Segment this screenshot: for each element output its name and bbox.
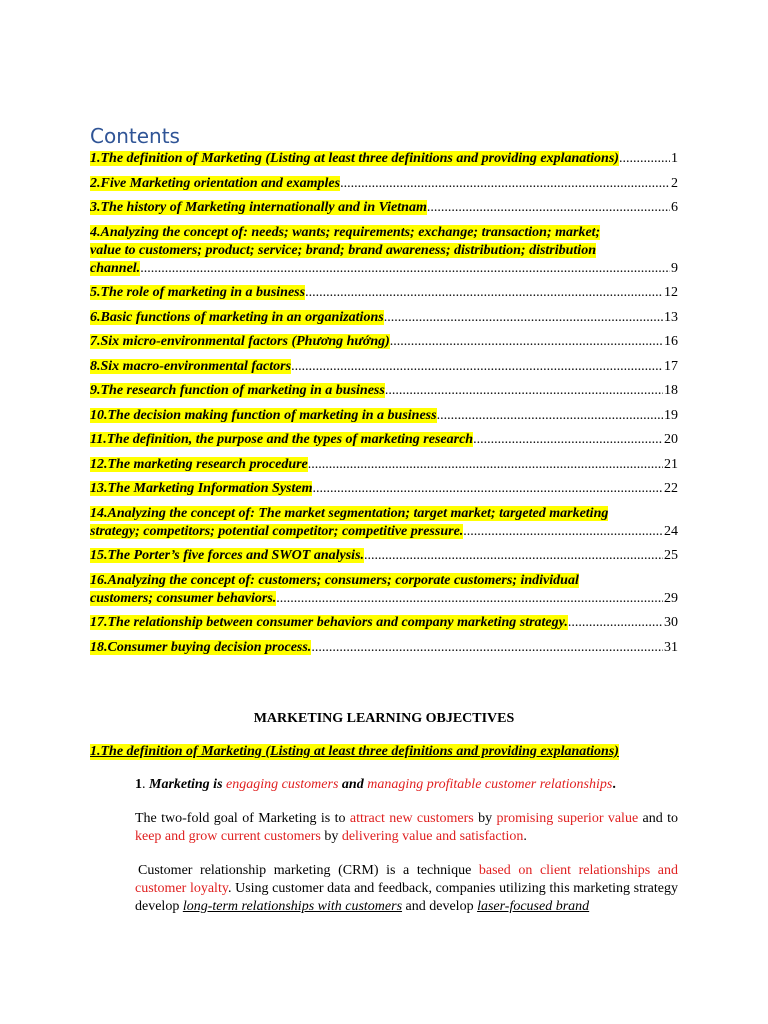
toc-entry[interactable]: 13.The Marketing Information System ..... 22 [90, 480, 678, 498]
toc-page-number: 16 [664, 334, 678, 349]
toc-entry[interactable]: 3.The history of Marketing internationally and in Vietnam ..... 6 [90, 199, 678, 217]
paragraph-goal: The two-fold goal of Marketing is to attract new customers by promising superior value and to keep and grow current customers by delivering value and satisfaction. [135, 811, 679, 844]
section-title: MARKETING LEARNING OBJECTIVES [253, 711, 515, 726]
toc-entry[interactable]: 2.Five Marketing orientation and examples ..... 2 [90, 175, 678, 193]
toc-page-number: 30 [664, 615, 678, 630]
toc-entry[interactable]: 1.The definition of Marketing (Listing at least three definitions and providing explanations) ..... 1 [90, 150, 678, 168]
toc-page-number: 24 [664, 523, 678, 539]
toc-entry[interactable]: 6.Basic functions of marketing in an organizations ..... 13 [90, 309, 678, 327]
toc-page-number: 1 [671, 151, 678, 166]
toc-page-number: 29 [664, 590, 678, 606]
toc-page-number: 22 [664, 481, 678, 496]
objective-heading: 1.The definition of Marketing (Listing at least three definitions and providing explanations) [90, 744, 619, 759]
definition-point: 1. Marketing is engaging customers and managing profitable customer relationships. [135, 777, 616, 792]
toc-page-number: 12 [664, 285, 678, 300]
toc-page-number: 19 [664, 407, 678, 423]
toc-page-number: 6 [671, 200, 678, 215]
toc-page-number: 2 [671, 175, 678, 191]
toc-entry[interactable]: 18.Consumer buying decision process. ..... 31 [90, 639, 678, 657]
toc-entry[interactable]: 8.Six macro-environmental factors ..... 17 [90, 358, 678, 376]
toc-page-number: 31 [664, 639, 678, 655]
toc-page-number: 9 [671, 260, 678, 276]
toc-page-number: 17 [664, 358, 678, 374]
toc-entry[interactable]: 4.Analyzing the concept of: needs; wants; requirements; exchange; transaction; market; value to customers; product; service; brand; brand awareness; distribution; distribution channel. ..... 9 [90, 224, 678, 278]
toc-page-number: 20 [664, 432, 678, 447]
toc-page-number: 18 [664, 383, 678, 398]
toc-entry[interactable]: 12.The marketing research procedure ..... 21 [90, 456, 678, 474]
toc-entry[interactable]: 9.The research function of marketing in a business ..... 18 [90, 382, 678, 400]
toc-entry[interactable]: 5.The role of marketing in a business ..... 12 [90, 284, 678, 302]
paragraph-crm: Customer relationship marketing (CRM) is a technique based on client relationships and customer loyalty. Using customer data and feedback, companies utilizing this marketing strategy develop long-term relationships with customers and develop laser-focused brand [135, 863, 679, 914]
toc-heading: Contents [90, 124, 180, 148]
toc-entry[interactable]: 7.Six micro-environmental factors (Phương hướng) ..... 16 [90, 333, 678, 351]
toc-entry[interactable]: 10.The decision making function of marketing in a business ..... 19 [90, 407, 678, 425]
toc-entry[interactable]: 15.The Porter’s five forces and SWOT analysis. ..... 25 [90, 547, 678, 565]
toc-page-number: 21 [664, 456, 678, 472]
toc-entry[interactable]: 11.The definition, the purpose and the types of marketing research ..... 20 [90, 431, 678, 449]
toc-page-number: 13 [664, 309, 678, 325]
toc-entry[interactable]: 17.The relationship between consumer behaviors and company marketing strategy. ..... 30 [90, 614, 678, 632]
table-of-contents [90, 150, 678, 663]
toc-entry[interactable]: 16.Analyzing the concept of: customers; consumers; corporate customers; individual customers; consumer behaviors. ..... 29 [90, 572, 678, 608]
toc-page-number: 25 [664, 548, 678, 563]
toc-entry[interactable]: 14.Analyzing the concept of: The market segmentation; target market; targeted marketing strategy; competitors; potential competitor; competitive pressure. ..... 24 [90, 505, 678, 541]
